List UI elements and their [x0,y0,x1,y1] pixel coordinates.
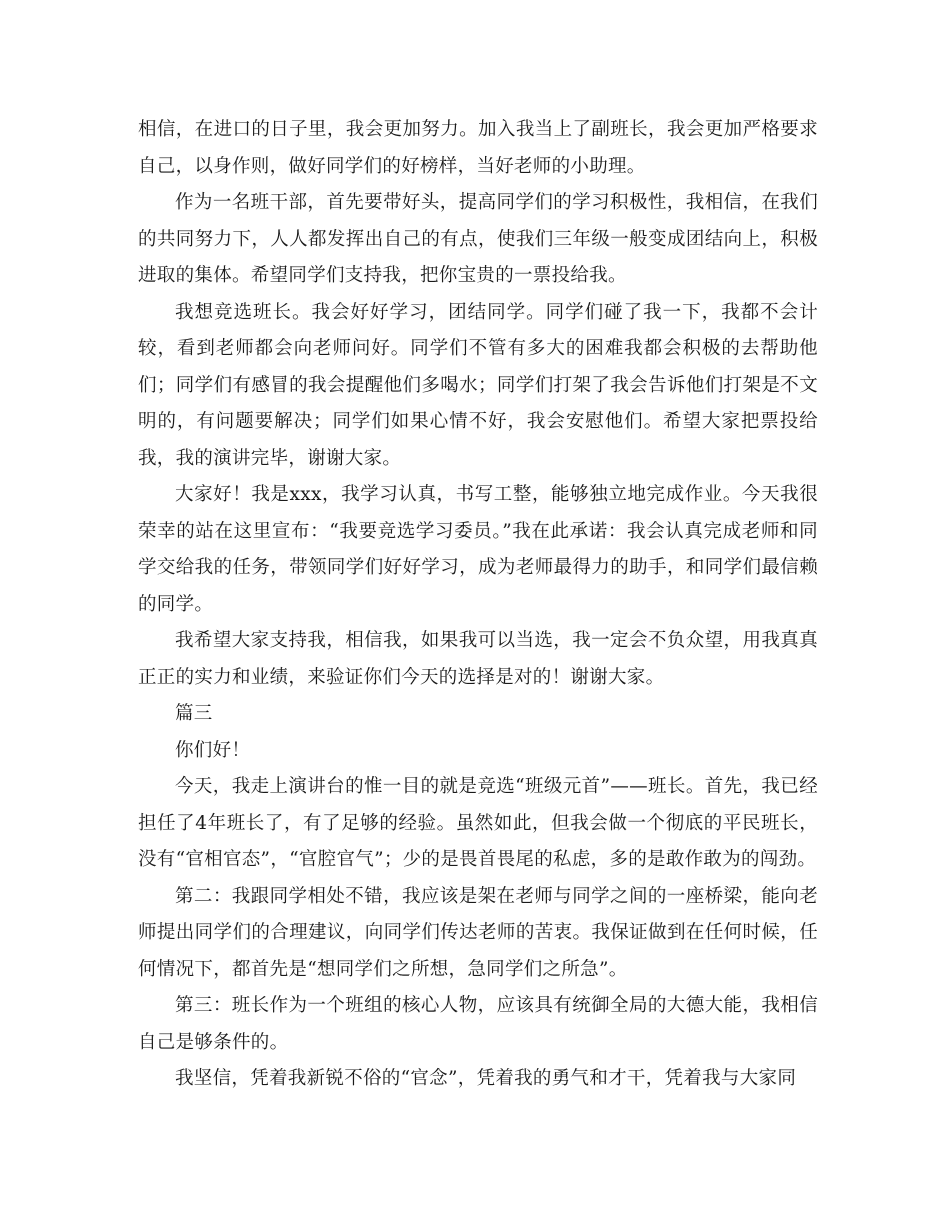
paragraph: 我希望大家支持我，相信我，如果我可以当选，我一定会不负众望，用我真真正正的实力和业绩，来验证你们今天的选择是对的！谢谢大家。 [138,630,818,688]
paragraph: 今天，我走上演讲台的惟一目的就是竞选“班级元首”——班长。首先，我已经担任了4年班长了，有了足够的经验。虽然如此，但我会做一个彻底的平民班长，没有“官相官态”，“官腔官气”；少的是畏首畏尾的私虑，多的是敢作敢为的闯劲。 [138,776,818,870]
document-body [138,112,818,1098]
section-heading: 篇三 [175,703,213,724]
paragraph: 第二：我跟同学相处不错，我应该是架在老师与同学之间的一座桥梁，能向老师提出同学们的合理建议，向同学们传达老师的苦衷。我保证做到在任何时候，任何情况下，都首先是“想同学们之所想，急同学们之所急”。 [138,885,818,980]
paragraph-continuation: 相信，在进口的日子里，我会更加努力。加入我当上了副班长，我会更加严格要求自己，以身作则，做好同学们的好榜样，当好老师的小助理。 [138,119,818,177]
paragraph: 我坚信，凭着我新锐不俗的“官念”，凭着我的勇气和才干，凭着我与大家同 [175,1068,797,1089]
paragraph: 作为一名班干部，首先要带好头，提高同学们的学习积极性，我相信，在我们的共同努力下，人人都发挥出自己的有点，使我们三年级一般变成团结向上，积极进取的集体。希望同学们支持我，把你宝贵的一票投给我。 [138,192,818,286]
paragraph: 大家好！我是xxx，我学习认真，书写工整，能够独立地完成作业。今天我很荣幸的站在这里宣布：“我要竞选学习委员。”我在此承诺：我会认真完成老师和同学交给我的任务，带领同学们好好学习，成为老师最得力的助手，和同学们最信赖的同学。 [138,484,818,615]
paragraph: 我想竞选班长。我会好好学习，团结同学。同学们碰了我一下，我都不会计较，看到老师都会向老师问好。同学们不管有多大的困难我都会积极的去帮助他们；同学们有感冒的我会提醒他们多喝水；同学们打架了我会告诉他们打架是不文明的，有问题要解决；同学们如果心情不好，我会安慰他们。希望大家把票投给我，我的演讲完毕，谢谢大家。 [138,301,818,469]
paragraph: 第三：班长作为一个班组的核心人物，应该具有统御全局的大德大能，我相信自己是够条件的。 [138,995,818,1053]
greeting: 你们好！ [175,739,251,761]
